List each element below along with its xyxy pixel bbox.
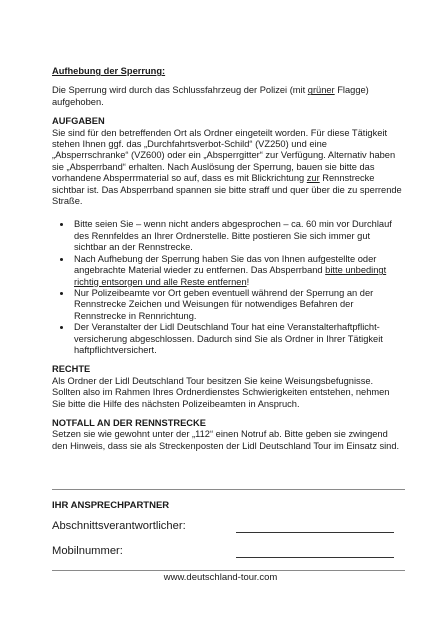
emergency-title: NOTFALL AN DER RENNSTRECKE <box>52 417 206 428</box>
footer-divider <box>52 570 405 571</box>
bullet-text-end: ! <box>246 276 250 287</box>
suspension-title: Aufhebung der Sperrung: <box>52 66 166 76</box>
bullet-underlined-text: bitte unbedingt richtig entsorgen und alle Reste entfernen <box>74 265 387 287</box>
tasks-zur-word: zur <box>306 173 320 184</box>
suspension-text <box>52 85 402 108</box>
tasks-title: AUFGABEN <box>52 116 105 127</box>
green-flag-word: grüner <box>307 85 335 96</box>
section-manager-label: Abschnittsverantwortlicher: <box>52 520 186 532</box>
bullet-item <box>74 254 402 288</box>
emergency-text: Setzen sie wie gewohnt unter der „112“ einen Notruf ab. Bitte geben sie zwingend den Hinweis, dass sie als Streckenposten der Lidl Deutschland Tour im Einsatz sind. <box>52 429 400 451</box>
bullet-item: Bitte seien Sie – wenn nicht anders abgesprochen – ca. 60 min vor Durchlauf des Rennfeldes an Ihrer Ordnerstelle. Bitte postieren Sie sich immer gut sichtbar an der Rennstrecke. <box>74 219 402 253</box>
section-manager-field[interactable] <box>236 532 394 533</box>
bullet-text: Nach Aufhebung der Sperrung haben Sie das von Ihnen aufgestellte oder angebrachte Material wieder zu entfernen. Das Absperrband <box>74 253 377 276</box>
tasks-text-start: Sie sind für den betreffenden Ort als Ordner eingeteilt worden. Für diese Tätigkeit stehen Ihnen ggf. das „Durchfahrtsverbot-Schild“ (VZ250) und eine „Absperrschranke“ (VZ600) oder ein „Absperrgitter“ zur Verfügung. Alternativ haben sie „Absperrband“ erhalten. Nach Auslösung der Sperrung, bauen sie bitte das vorhandene Absperrmaterial so auf, dass es mit Blickrichtung <box>52 127 396 184</box>
bullet-item: Nur Polizeibeamte vor Ort geben eventuell während der Sperrung an der Rennstrecke Zeichen und Weisungen für notwendiges Befahren der Rennstrecke in Rennrichtung. <box>74 288 402 322</box>
mobile-number-field[interactable] <box>236 557 394 558</box>
rights-text: Als Ordner der Lidl Deutschland Tour besitzen Sie keine Weisungsbefugnisse. Sollten also im Rahmen Ihres Ordnerdienstes Schwierigkeiten entstehen, nehmen Sie bitte die Hilfe des nächsten Polizeibeamten in Anspruch. <box>52 375 390 409</box>
footer-url[interactable]: www.deutschland-tour.com <box>163 572 278 583</box>
rights-title: RECHTE <box>52 364 91 375</box>
tasks-text <box>52 128 402 208</box>
document-body <box>52 66 402 452</box>
contact-title: IHR ANSPRECHPARTNER <box>52 500 170 511</box>
suspension-text-end: Flagge) aufgehoben. <box>52 85 369 107</box>
tasks-bullet-list <box>52 219 402 356</box>
bullet-item: Der Veranstalter der Lidl Deutschland Tour hat eine Veranstalterhaftpflicht-versicherung abgeschlossen. Dadurch sind Sie als Ordner in Ihrer Tätigkeit haftpflichtversichert. <box>74 322 402 356</box>
tasks-text-end: Rennstrecke sichtbar ist. Das Absperrband spannen sie bitte straff und quer über die zu sperrende Straße. <box>52 173 402 207</box>
mobile-number-label: Mobilnummer: <box>52 545 123 557</box>
suspension-text-start: Die Sperrung wird durch das Schlussfahrzeug der Polizei (mit <box>52 85 308 96</box>
contact-top-divider <box>52 489 405 490</box>
